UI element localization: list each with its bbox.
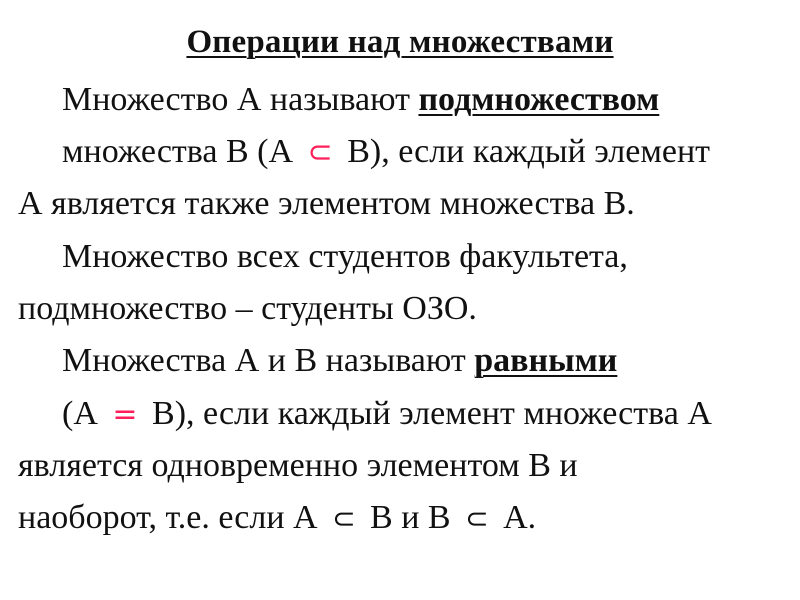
- text-line-1: [62, 80, 659, 120]
- line-5-text: подмножество – студенты ОЗО.: [18, 290, 477, 327]
- line-2-text-end: В), если каждый элемент: [338, 133, 710, 170]
- subset-symbol: ⊂: [307, 135, 333, 170]
- text-line-2: [62, 132, 710, 173]
- line-1-text: Множество А называют: [62, 81, 419, 118]
- text-line-7: [62, 394, 712, 435]
- line-7-text-end: В), если каждый элемент множества А: [143, 395, 712, 432]
- subset-symbol-2: ⊂: [465, 502, 489, 535]
- line-2-text-start: множества В (А: [62, 133, 302, 170]
- subset-symbol-1: ⊂: [332, 502, 356, 535]
- line-7-text-start: (А: [62, 395, 107, 432]
- text-line-9: [18, 498, 536, 539]
- line-3-text: А является также элементом множества В.: [18, 185, 635, 222]
- line-9-text-c: А.: [494, 499, 537, 536]
- text-line-6: [62, 341, 617, 381]
- term-equal: равными: [474, 342, 618, 379]
- text-line-8: [18, 446, 578, 486]
- term-subset: подмножеством: [418, 81, 660, 118]
- line-8-text: является одновременно элементом В и: [18, 447, 578, 484]
- text-line-5: [18, 289, 477, 329]
- line-6-text: Множества А и В называют: [62, 342, 475, 379]
- equals-symbol: =: [112, 397, 138, 432]
- text-line-4: [62, 237, 628, 277]
- slide-title: Операции над множествами: [186, 24, 614, 60]
- line-9-text-b: В и В: [361, 499, 460, 536]
- line-9-text-a: наоборот, т.е. если А: [18, 499, 327, 536]
- text-line-3: [18, 184, 635, 224]
- line-4-text: Множество всех студентов факультета,: [62, 238, 628, 275]
